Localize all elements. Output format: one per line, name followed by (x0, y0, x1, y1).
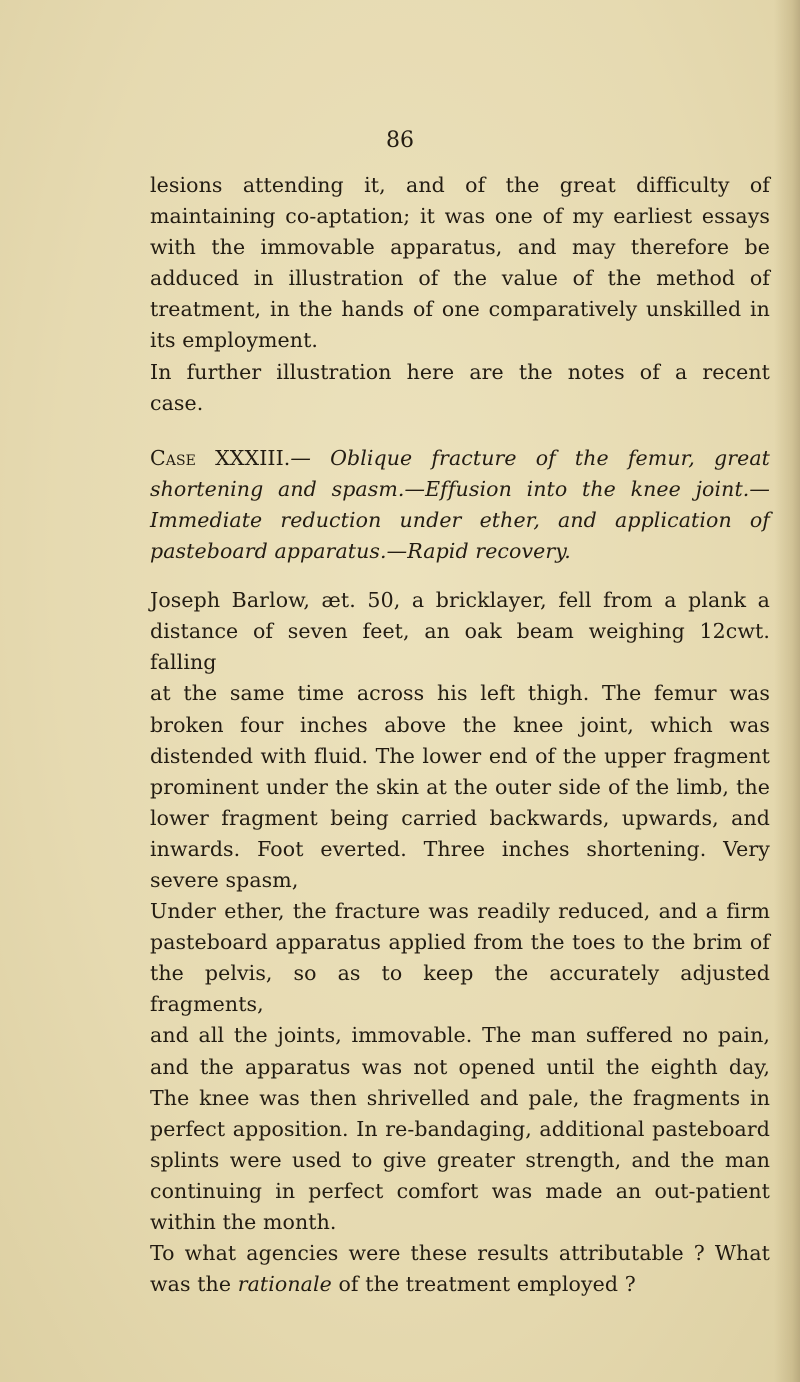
case-title-part: Immediate reduction under ether, and application of (150, 507, 770, 532)
text-line: case. (150, 390, 204, 415)
text-line: within the month. (150, 1210, 337, 1234)
spacer (150, 567, 770, 585)
text-line: pasteboard apparatus applied from the toes to the brim of (150, 930, 770, 955)
page-edge-shadow (774, 0, 800, 1382)
text-line: prominent under the skin at the outer side of the limb, the (150, 774, 770, 799)
case-heading-line (150, 505, 770, 536)
text-line: adduced in illustration of the value of the method of (150, 266, 770, 291)
text-line: maintaining co-aptation; it was one of my earliest essays (150, 204, 770, 229)
italic-word: rationale (237, 1272, 332, 1297)
text-line: at the same time across his left thigh. The femur was (150, 681, 770, 706)
text-line: Joseph Barlow, æt. 50, a bricklayer, fell from a plank a (150, 588, 770, 613)
case-title-part: shortening and spasm.—Effusion into the knee joint.— (150, 476, 770, 501)
text-line: inwards. Foot everted. Three inches shortening. Very (150, 836, 770, 861)
text-fragment: was the (150, 1272, 238, 1297)
text-line: distended with fluid. The lower end of the upper fragment (150, 743, 770, 768)
text-line: with the immovable apparatus, and may therefore be (150, 235, 770, 260)
text-line: splints were used to give greater strength, and the man (150, 1147, 770, 1172)
case-title-part: — Oblique fracture of the femur, great (290, 445, 770, 470)
text-line: The knee was then shrivelled and pale, the fragments in (150, 1085, 770, 1110)
case-title-part: pasteboard apparatus.—Rapid recovery. (150, 539, 571, 564)
text-line: lesions attending it, and of the great difficulty of (150, 173, 770, 197)
text-line: continuing in perfect comfort was made an out-patient (150, 1178, 770, 1203)
case-heading-line (150, 536, 770, 567)
text-line: lower fragment being carried backwards, upwards, and (150, 805, 770, 830)
text-line (150, 1269, 770, 1300)
text-line: Under ether, the fracture was readily reduced, and a firm (150, 899, 770, 924)
text-line: To what agencies were these results attributable ? What (150, 1241, 770, 1266)
case-heading-line (150, 443, 770, 474)
text-line: the pelvis, so as to keep the accurately adjusted fragments, (150, 961, 770, 1017)
text-line: In further illustration here are the notes of a recent (150, 359, 770, 384)
page-text (150, 170, 770, 1300)
text-line: and all the joints, immovable. The man suffered no pain, (150, 1023, 770, 1048)
text-fragment: of the treatment employed ? (331, 1272, 636, 1297)
text-line: severe spasm, (150, 867, 299, 892)
case-number: XXXIII. (215, 445, 291, 470)
text-line: and the apparatus was not opened until the eighth day, (150, 1054, 770, 1079)
text-line: broken four inches above the knee joint, which was (150, 712, 770, 737)
case-heading-line (150, 474, 770, 505)
spacer (150, 419, 770, 443)
text-line: perfect apposition. In re-bandaging, additional pasteboard (150, 1116, 770, 1141)
case-label: Case (150, 445, 197, 470)
text-line: distance of seven feet, an oak beam weighing 12cwt. falling (150, 619, 770, 675)
page-number: 86 (386, 128, 414, 153)
text-line: its employment. (150, 328, 319, 353)
text-line: treatment, in the hands of one comparatively unskilled in (150, 297, 770, 322)
